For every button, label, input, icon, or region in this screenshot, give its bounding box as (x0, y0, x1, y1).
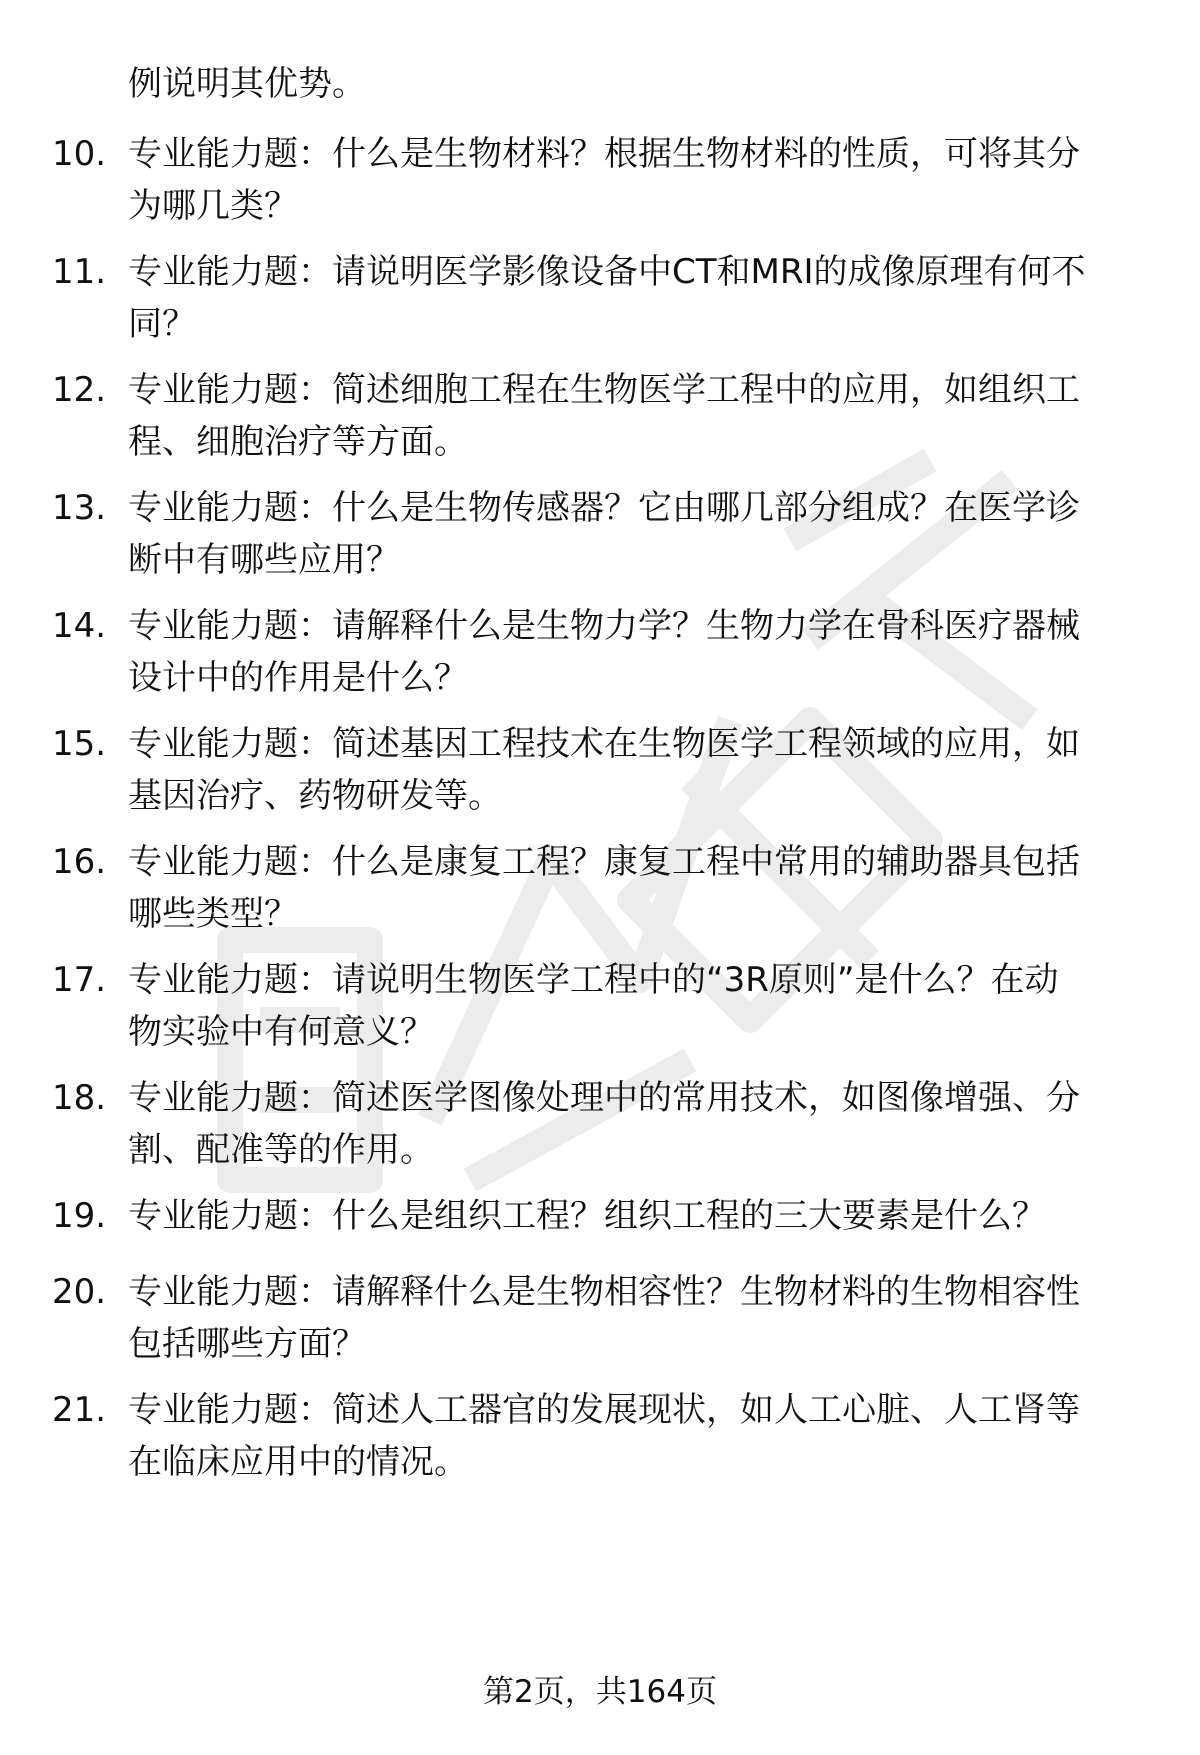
question-text: 专业能力题：什么是康复工程？康复工程中常用的辅助器具包括 哪些类型？ (128, 842, 1080, 934)
continued-line: 例说明其优势。 (128, 64, 366, 104)
question-text: 专业能力题：请解释什么是生物力学？生物力学在骨科医疗器械 设计中的作用是什么？ (128, 606, 1080, 698)
question-number: 16. (52, 842, 107, 882)
question-number: 11. (52, 252, 107, 292)
question-text: 专业能力题：什么是生物材料？根据生物材料的性质，可将其分 为哪几类？ (128, 134, 1080, 226)
question-text: 专业能力题：简述细胞工程在生物医学工程中的应用，如组织工 程、细胞治疗等方面。 (128, 370, 1080, 462)
question-number: 10. (52, 134, 107, 174)
question-number: 19. (52, 1196, 107, 1236)
question-number: 21. (52, 1390, 107, 1430)
question-text: 专业能力题：简述医学图像处理中的常用技术，如图像增强、分 割、配准等的作用。 (128, 1078, 1080, 1170)
page-number: 第2页，共164页 (483, 1674, 717, 1710)
question-text: 专业能力题：请解释什么是生物相容性？生物材料的生物相容性 包括哪些方面？ (128, 1272, 1080, 1364)
question-number: 20. (52, 1272, 107, 1312)
question-text: 专业能力题：请说明生物医学工程中的“3R原则”是什么？在动 物实验中有何意义？ (128, 960, 1059, 1052)
question-text: 专业能力题：什么是生物传感器？它由哪几部分组成？在医学诊 断中有哪些应用？ (128, 488, 1080, 580)
question-number: 15. (52, 724, 107, 764)
question-text: 专业能力题：简述基因工程技术在生物医学工程领域的应用，如 基因治疗、药物研发等。 (128, 724, 1080, 816)
question-text: 专业能力题：请说明医学影像设备中CT和MRI的成像原理有何不 同？ (128, 252, 1086, 344)
question-number: 17. (52, 960, 107, 1000)
question-text: 专业能力题：简述人工器官的发展现状，如人工心脏、人工肾等 在临床应用中的情况。 (128, 1390, 1080, 1482)
question-number: 14. (52, 606, 107, 646)
question-number: 12. (52, 370, 107, 410)
question-text: 专业能力题：什么是组织工程？组织工程的三大要素是什么？ (128, 1196, 1046, 1236)
question-number: 13. (52, 488, 107, 528)
question-number: 18. (52, 1078, 107, 1118)
